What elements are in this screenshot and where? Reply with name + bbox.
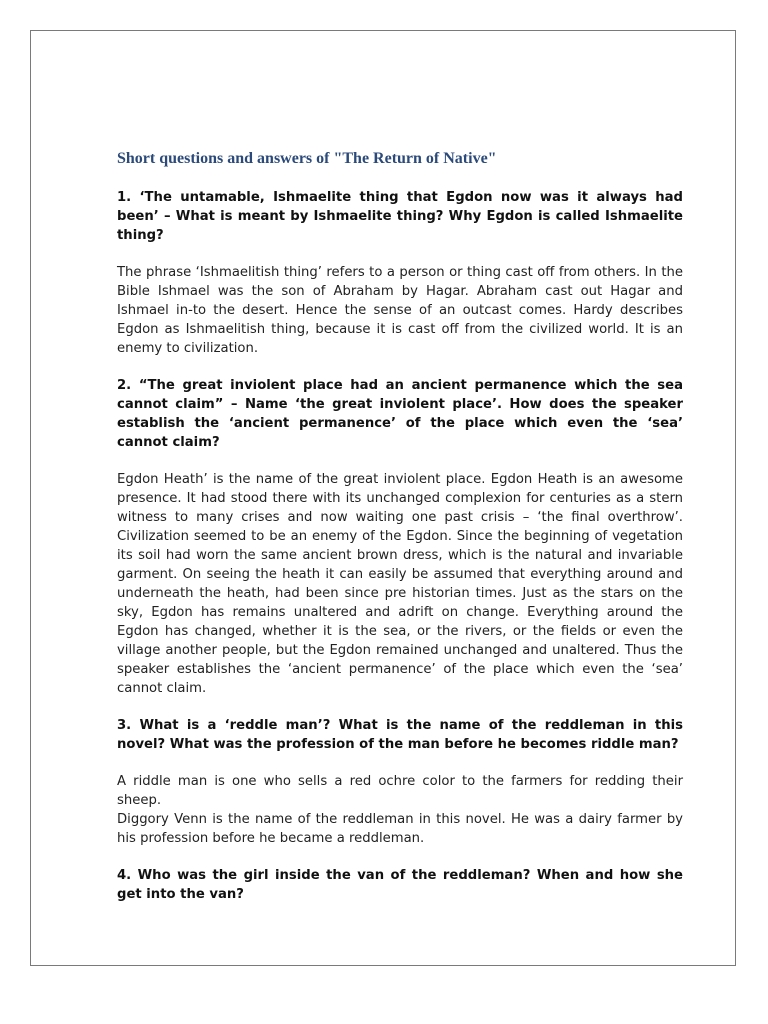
- question-1: 1. ‘The untamable, Ishmaelite thing that Egdon now was it always had been’ – What is meant by Ishmaelite thing? Why Egdon is called Ishmaelite thing?: [117, 189, 683, 243]
- answer-2-paragraph-1: Egdon Heath’ is the name of the great inviolent place. Egdon Heath is an awesome presence. It had stood there with its unchanged complexion for centuries as a stern witness to many crises and now waiting one past crisis – ‘the final overthrow’. Civilization seemed to be an enemy of the Egdon. Since the beginning of vegetation its soil had worn the same ancient brown dress, which is the natural and invariable garment. On seeing the heath it can easily be assumed that everything around and underneath the heath, had been since pre historian times. Just as the stars on the sky, Egdon has remains unaltered and adrift on change. Everything around the Egdon has changed, whether it is the sea, or the rivers, or the fields or even the village another people, but the Egdon remained unchanged and unaltered. Thus the speaker establishes the ‘ancient permanence’ of the place which even the ‘sea’ cannot claim.: [117, 471, 683, 696]
- answer-1: [117, 263, 683, 358]
- answer-3: [117, 772, 683, 848]
- document-content: [117, 149, 683, 922]
- answer-3-paragraph-1: A riddle man is one who sells a red ochre color to the farmers for redding their sheep.: [117, 773, 683, 808]
- answer-1-paragraph-1: The phrase ‘Ishmaelitish thing’ refers to a person or thing cast off from others. In the Bible Ishmael was the son of Abraham by Hagar. Abraham cast out Hagar and Ishmael in-to the desert. Hence the sense of an outcast comes. Hardy describes Egdon as Ishmaelitish thing, because it is cast off from the civilized world. It is an enemy to civilization.: [117, 264, 683, 356]
- qa-item-4: [117, 866, 683, 904]
- answer-3-paragraph-2: Diggory Venn is the name of the reddleman in this novel. He was a dairy farmer by his profession before he became a reddleman.: [117, 811, 683, 846]
- qa-item-1: [117, 188, 683, 358]
- question-4: 4. Who was the girl inside the van of the reddleman? When and how she get into the van?: [117, 867, 683, 902]
- question-2: 2. “The great inviolent place had an ancient permanence which the sea cannot claim” – Name ‘the great inviolent place’. How does the speaker establish the ‘ancient permanence’ of the place which even the ‘sea’ cannot claim?: [117, 377, 683, 450]
- answer-2: [117, 470, 683, 698]
- qa-item-2: [117, 376, 683, 698]
- qa-item-3: [117, 716, 683, 848]
- question-3: 3. What is a ‘reddle man’? What is the name of the reddleman in this novel? What was the profession of the man before he becomes riddle man?: [117, 717, 683, 752]
- document-title: Short questions and answers of "The Return of Native": [117, 150, 497, 167]
- document-page: [30, 30, 736, 966]
